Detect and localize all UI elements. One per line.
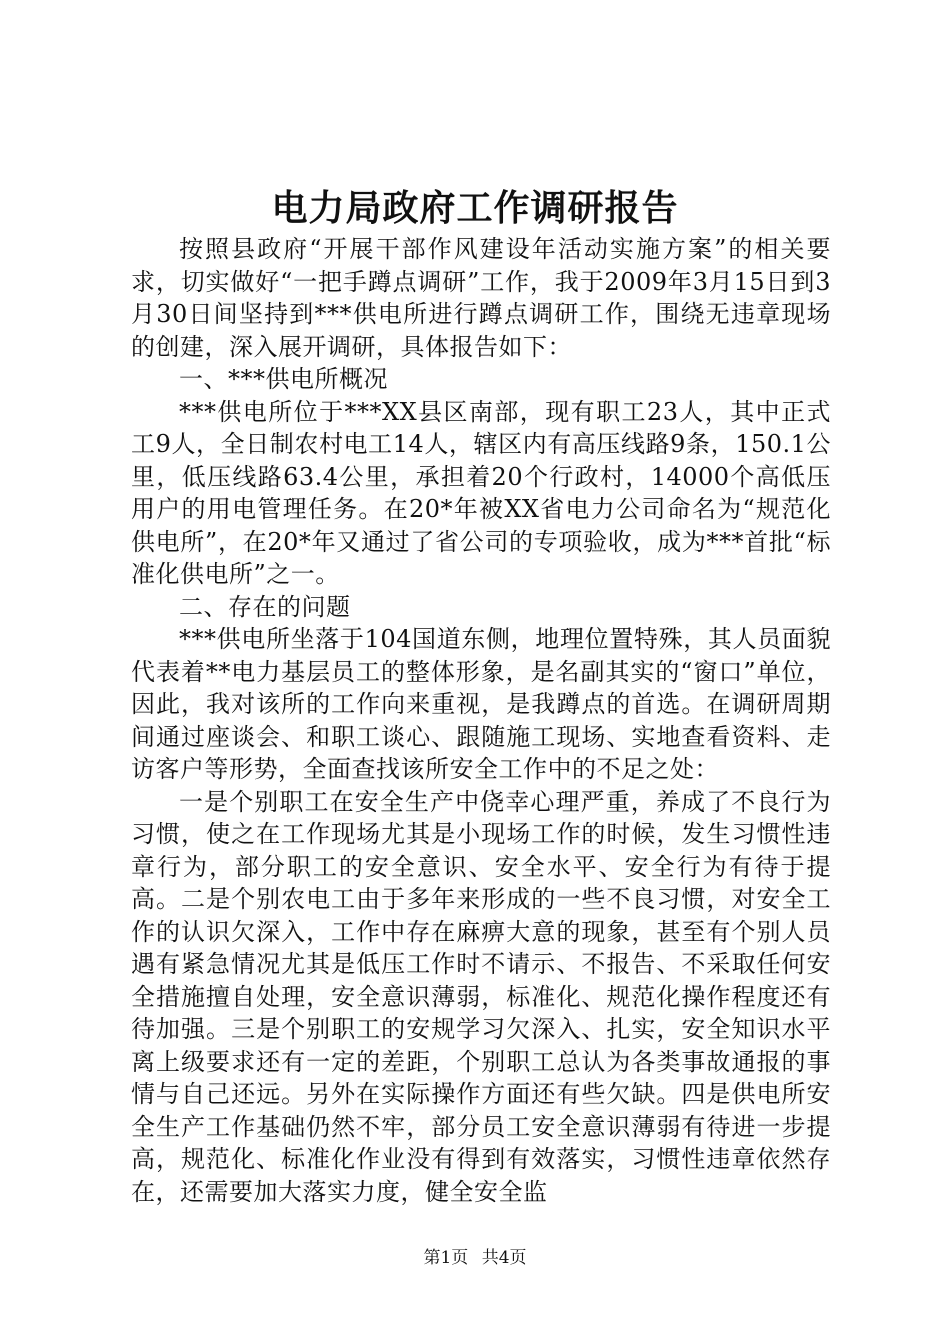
document-body [131, 233, 831, 1208]
page-footer [0, 1246, 950, 1270]
document-title: 电力局政府工作调研报告 [271, 187, 679, 229]
section-heading-overview: 一、***供电所概况 [179, 365, 388, 393]
page-total: 共4页 [481, 1248, 527, 1268]
page-number: 第1页 [423, 1248, 469, 1268]
problems-detail-paragraph: 一是个别职工在安全生产中侥幸心理严重，养成了不良行为习惯，使之在工作现场尤其是小现场工作的时候，发生习惯性违章行为，部分职工的安全意识、安全水平、安全行为有待于提高。二是个别农电工由于多年来形成的一些不良习惯，对安全工作的认识欠深入，工作中存在麻痹大意的现象，甚至有个别人员遇有紧急情况尤其是低压工作时不请示、不报告、不采取任何安全措施擅自处理，安全意识薄弱，标准化、规范化操作程度还有待加强。三是个别职工的安规学习欠深入、扎实，安全知识水平离上级要求还有一定的差距，个别职工总认为各类事故通报的事情与自己还远。另外在实际操作方面还有些欠缺。四是供电所安全生产工作基础仍然不牢，部分员工安全意识薄弱有待进一步提高，规范化、标准化作业没有得到有效落实，习惯性违章依然存在，还需要加大落实力度，健全安全监 [131, 787, 831, 1206]
section-heading-problems: 二、存在的问题 [179, 592, 351, 621]
intro-paragraph: 按照县政府“开展干部作风建设年活动实施方案”的相关要求，切实做好“一把手蹲点调研”工作，我于2009年3月15日到3月30日间坚持到***供电所进行蹲点调研工作，围绕无违章现场的创建，深入展开调研，具体报告如下： [131, 235, 831, 361]
overview-paragraph: ***供电所位于***XX县区南部，现有职工23人，其中正式工9人，全日制农村电工14人，辖区内有高压线路9条，150.1公里，低压线路63.4公里，承担着20个行政村，14000个高低压用户的用电管理任务。在20*年被XX省电力公司命名为“规范化供电所”，在20*年又通过了省公司的专项验收，成为***首批“标准化供电所”之一。 [131, 397, 831, 588]
problems-intro-paragraph: ***供电所坐落于104国道东侧，地理位置特殊，其人员面貌代表着**电力基层员工的整体形象，是名副其实的“窗口”单位，因此，我对该所的工作向来重视，是我蹲点的首选。在调研周期间通过座谈会、和职工谈心、跟随施工现场、实地查看资料、走访客户等形势，全面查找该所安全工作中的不足之处： [131, 625, 831, 783]
